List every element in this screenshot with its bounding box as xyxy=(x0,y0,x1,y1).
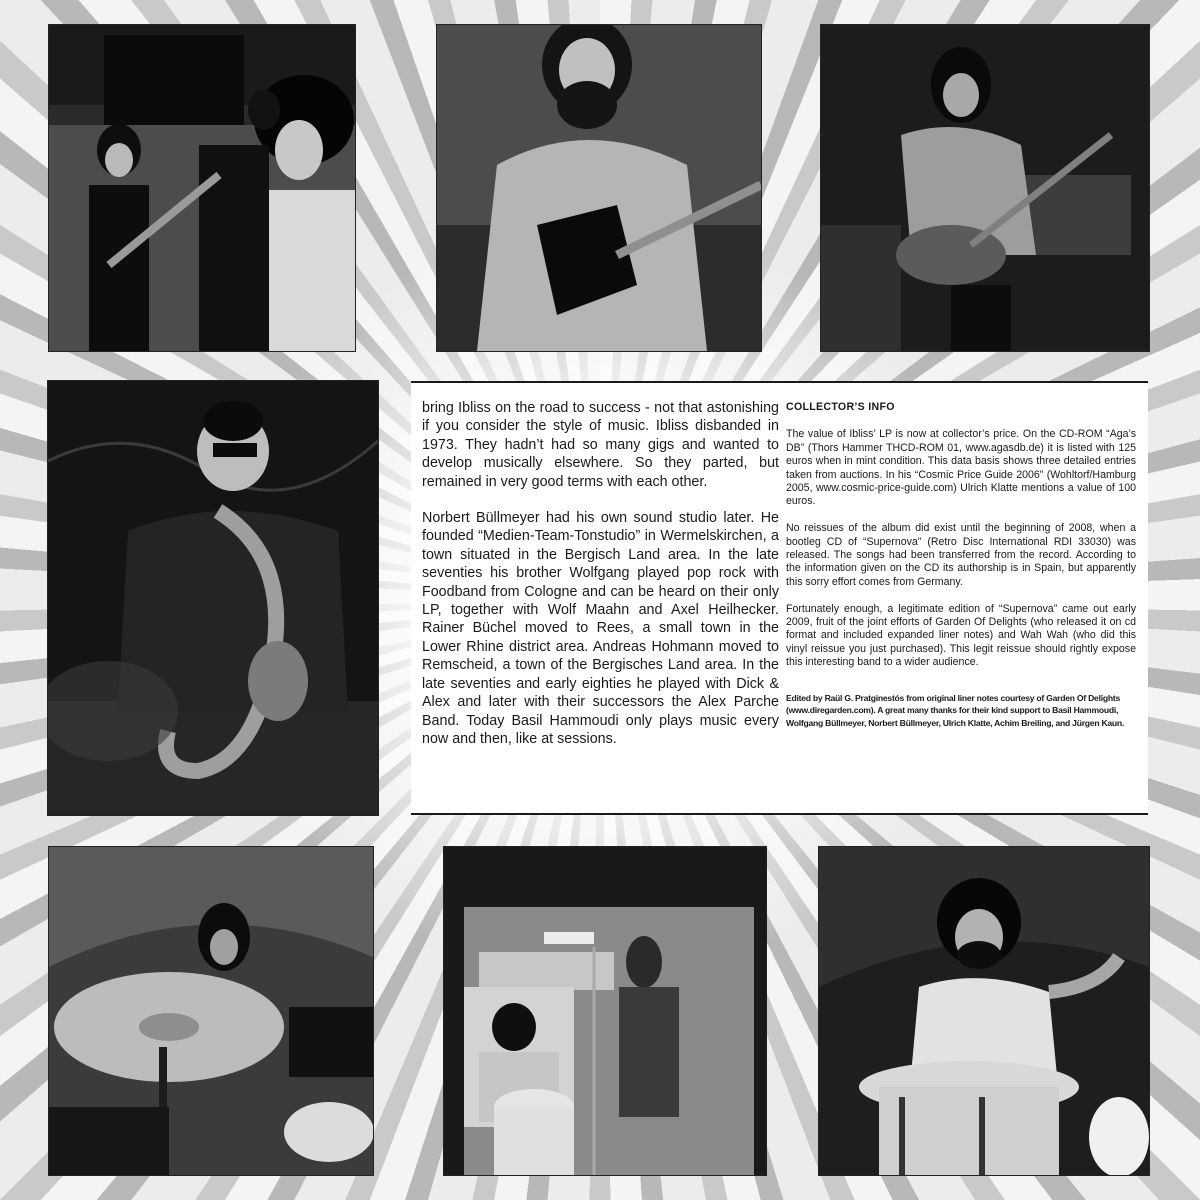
top-rule xyxy=(411,381,1148,383)
photo-bearded-guitarist xyxy=(437,25,761,351)
collectors-paragraph-2: No reissues of the album did exist until the beginning of 2008, when a bootleg CD of “Supernova” (Retro Disc International RDI 33030) was released. The songs had been transferred from the record. According to the information given on the CD its authorship is in Spain, but apparently this sorry effort comes from Germany. xyxy=(786,522,1136,588)
main-paragraph-1: bring Ibliss on the road to success - not that astonishing if you consider the style of music. Ibliss disbanded in 1973. They hadn’t had so many gigs and wanted to develop musically elsewhere. So they parted, but remained in very good terms with each other. xyxy=(422,400,779,490)
collectors-info-heading: COLLECTOR’S INFO xyxy=(786,401,895,413)
main-text-column xyxy=(422,399,779,766)
photo-singer-with-congas xyxy=(819,847,1149,1175)
collectors-paragraph-1: The value of Ibliss’ LP is now at collector’s price. On the CD-ROM “Aga’s DB” (Thors Hammer THCD-ROM 01, www.agasdb.de) it is listed with 125 euros when in mint condition. This data basis shows three detailed entries taken from auctions. In his “Cosmic Price Guide 2006” (Wohltorf/Hamburg 2005, www.cosmic-price-guide.com) Ulrich Klatte mentions a value of 100 euros. xyxy=(786,428,1136,508)
collectors-paragraph-3: Fortunately enough, a legitimate edition of “Supernova” came out early 2009, fruit of the joint efforts of Garden Of Delights (who released it on cd format and included expanded liner notes) and Wah Wah (who did this vinyl reissue you just purchased). This legit reissue should rightly expose this interesting band to a wider audience. xyxy=(786,602,1136,669)
photo-drummer xyxy=(49,847,373,1175)
main-paragraph-2: Norbert Büllmeyer had his own sound studio later. He founded “Medien-Team-Tonstudio” in Wermelskirchen, a town situated in the Bergisch Land area. In the late seventies his brother Wolfgang played pop rock with Foodband from Cologne and can be heard on their only LP, together with Wolf Maahn and Axel Heilhecker. Rainer Büchel moved to Rees, a small town in the Lower Rhine district area. Andreas Hohmann moved to Remscheid, a town of the Bergisches Land area. In the late seventies and early eighties he played with Dick & Alex and later with their successors the Alex Parche Band. Today Basil Hammoudi only plays music every now and then, like at sessions. xyxy=(422,510,779,747)
credits-text: Edited by Raül G. Pratginestós from original liner notes courtesy of Garden Of Delights (www.diregarden.com). A great many thanks for their kind support to Basil Hammoudi, Wolfgang Büllmeyer, Norbert Büllmeyer, Ulrich Klatte, Achim Breiling, and Jürgen Kaun. xyxy=(786,692,1125,728)
photo-guitarist-and-singer xyxy=(49,25,355,351)
liner-notes-panel xyxy=(411,381,1148,815)
bottom-rule xyxy=(411,813,1148,815)
photo-longhaired-guitarist xyxy=(821,25,1149,351)
photo-saxophonist xyxy=(48,381,378,815)
collectors-info-column xyxy=(786,401,1136,729)
photo-band-on-stage xyxy=(444,847,766,1175)
